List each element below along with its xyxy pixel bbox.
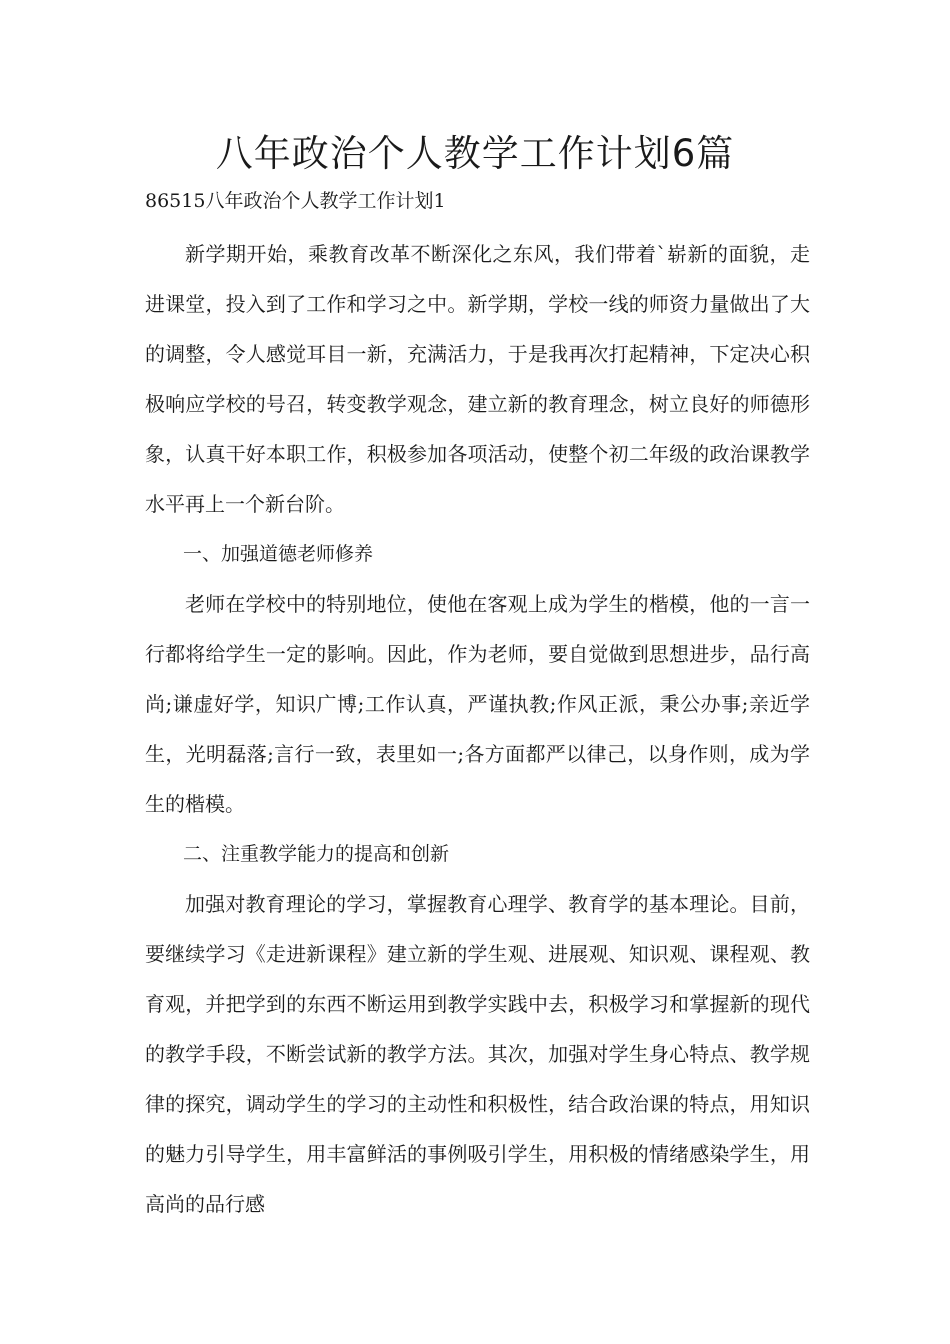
document-body [145, 229, 810, 1229]
section-heading-1: 一、加强道德老师修养 [183, 543, 374, 565]
section-heading-2: 二、注重教学能力的提高和创新 [183, 843, 450, 865]
paragraph-section-1: 老师在学校中的特别地位，使他在客观上成为学生的楷模，他的一言一行都将给学生一定的影响。因此，作为老师，要自觉做到思想进步，品行高尚;谦虚好学，知识广博;工作认真，严谨执教;作风正派，秉公办事;亲近学生，光明磊落;言行一致，表里如一;各方面都严以律己，以身作则，成为学生的楷模。 [145, 592, 810, 816]
paragraph-intro: 新学期开始，乘教育改革不断深化之东风，我们带着`崭新的面貌，走进课堂，投入到了工作和学习之中。新学期，学校一线的师资力量做出了大的调整，令人感觉耳目一新，充满活力，于是我再次打起精神，下定决心积极响应学校的号召，转变教学观念，建立新的教育理念，树立良好的师德形象，认真干好本职工作，积极参加各项活动，使整个初二年级的政治课教学水平再上一个新台阶。 [145, 242, 810, 516]
paragraph-section-2: 加强对教育理论的学习，掌握教育心理学、教育学的基本理论。目前，要继续学习《走进新课程》建立新的学生观、进展观、知识观、课程观、教育观，并把学到的东西不断运用到教学实践中去，积极学习和掌握新的现代的教学手段，不断尝试新的教学方法。其次，加强对学生身心特点、教学规律的探究，调动学生的学习的主动性和积极性，结合政治课的特点，用知识的魅力引导学生，用丰富鲜活的事例吸引学生，用积极的情绪感染学生，用高尚的品行感 [145, 892, 810, 1216]
document-title: 八年政治个人教学工作计划6篇 [215, 132, 735, 175]
document-subtitle: 86515八年政治个人教学工作计划1 [145, 190, 446, 212]
